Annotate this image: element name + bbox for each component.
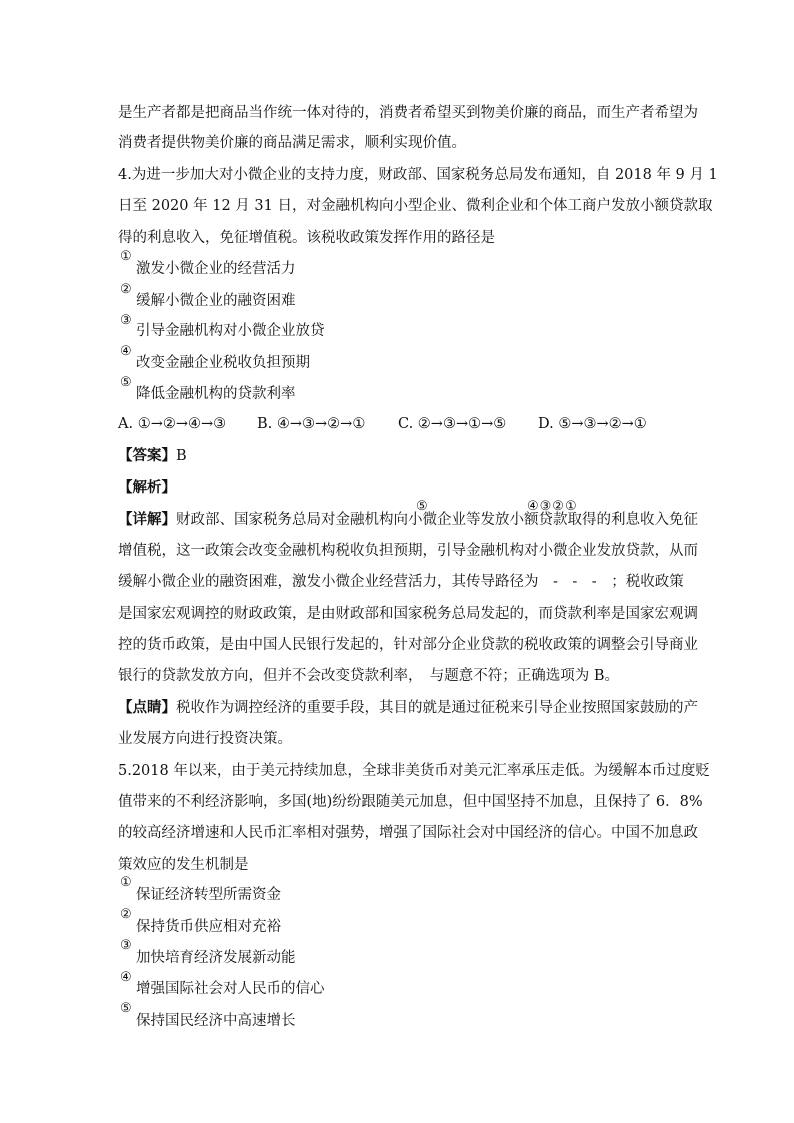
q5-item-5: 保持国民经济中高速增长 — [136, 1013, 296, 1029]
q4-stem-line-2: 日至 2020 年 12 月 31 日，对金融机构向小型企业、微利企业和个体工商户发放小额贷款取 — [118, 198, 713, 214]
tip-text-1: 税收作为调控经济的重要手段，其目的就是通过征税来引导企业按照国家鼓励的产 — [176, 700, 698, 716]
detail-label: 【详解】 — [118, 511, 176, 528]
q4-choice-a: A. ①→②→④→③ — [118, 416, 227, 432]
q4-stem-line-3: 得的利息收入，免征增值税。该税收政策发挥作用的路径是 — [118, 230, 495, 246]
q5-stem-line-1: 5.2018 年以来，由于美元持续加息，全球非美货币对美元汇率承压走低。为缓解本币过度贬 — [118, 763, 710, 779]
answer-value: B — [176, 448, 187, 464]
q4-item-1-number: ① — [120, 249, 132, 264]
detail-line-1 — [118, 510, 698, 530]
q5-item-5-number: ⑤ — [120, 1001, 132, 1016]
q4-item-2-number: ② — [120, 282, 132, 297]
tip-line-1 — [118, 698, 698, 718]
detail-line-4: 是国家宏观调控的财政政策，是由财政部和国家税务总局发起的，而贷款利率是国家宏观调 — [118, 606, 698, 622]
q4-item-1: 激发小微企业的经营活力 — [136, 261, 296, 277]
detail-line-5: 控的货币政策，是由中国人民银行发起的，针对部分企业贷款的税收政策的调整会引导商业 — [118, 637, 698, 653]
q5-item-4-number: ④ — [120, 970, 132, 985]
answer-label: 【答案】 — [118, 447, 176, 464]
q4-stem-line-1: 4.为进一步加大对小微企业的支持力度，财政部、国家税务总局发布通知，自 2018 年 9 月 1 — [118, 167, 718, 183]
q5-item-1-number: ① — [120, 875, 132, 890]
q4-item-5-number: ⑤ — [120, 375, 132, 390]
q4-item-4: 改变金融企业税收负担预期 — [136, 355, 310, 371]
q5-stem-line-2: 值带来的不利经济影响，多国(地)纷纷跟随美元加息，但中国坚持不加息，且保持了 6．8% — [118, 794, 703, 810]
q4-item-5: 降低金融机构的贷款利率 — [136, 386, 296, 402]
q5-item-4: 增强国际社会对人民币的信心 — [136, 981, 325, 997]
intro-line-1: 是生产者都是把商品当作统一体对待的，消费者希望买到物美价廉的商品，而生产者希望为 — [118, 105, 698, 121]
q4-choice-d: D. ⑤→③→②→① — [538, 416, 647, 432]
q4-choice-c: C. ②→③→①→⑤ — [398, 416, 507, 432]
detail-line-6: 银行的贷款发放方向，但并不会改变贷款利率， 与题意不符；正确选项为 B。 — [118, 668, 620, 684]
q5-item-3-number: ③ — [120, 938, 132, 953]
q5-item-2-number: ② — [120, 907, 132, 922]
q4-item-2: 缓解小微企业的融资困难 — [136, 293, 296, 309]
q4-item-3-number: ③ — [120, 313, 132, 328]
q4-item-3: 引导金融机构对小微企业放贷 — [136, 323, 325, 339]
detail-line-3: 缓解小微企业的融资困难，激发小微企业经营活力，其传导路径为 - - - ；税收政策 — [118, 574, 684, 590]
q5-stem-line-4: 策效应的发生机制是 — [118, 857, 249, 873]
q5-item-3: 加快培育经济发展新动能 — [136, 950, 296, 966]
analysis-label: 【解析】 — [118, 479, 176, 496]
detail-line-2: 增值税，这一政策会改变金融机构税收负担预期，引导金融机构对小微企业发放贷款，从而 — [118, 543, 698, 559]
intro-line-2: 消费者提供物美价廉的商品满足需求，顺利实现价值。 — [118, 135, 466, 151]
q5-item-2: 保持货币供应相对充裕 — [136, 919, 281, 935]
q5-stem-line-3: 的较高经济增速和人民币汇率相对强势，增强了国际社会对中国经济的信心。中国不加息政 — [118, 825, 698, 841]
detail-overlay-4321: ④③②① — [527, 499, 578, 514]
detail-text-1: 财政部、国家税务总局对金融机构向小微企业等发放小额贷款取得的利息收入免征 — [176, 512, 698, 528]
q4-choice-b: B. ④→③→②→① — [257, 416, 366, 432]
q4-item-4-number: ④ — [120, 344, 132, 359]
answer-line — [118, 446, 187, 466]
tip-label: 【点睛】 — [118, 699, 176, 716]
detail-overlay-5: ⑤ — [416, 499, 429, 514]
q5-item-1: 保证经济转型所需资金 — [136, 887, 281, 903]
tip-line-2: 业发展方向进行投资决策。 — [118, 731, 292, 747]
